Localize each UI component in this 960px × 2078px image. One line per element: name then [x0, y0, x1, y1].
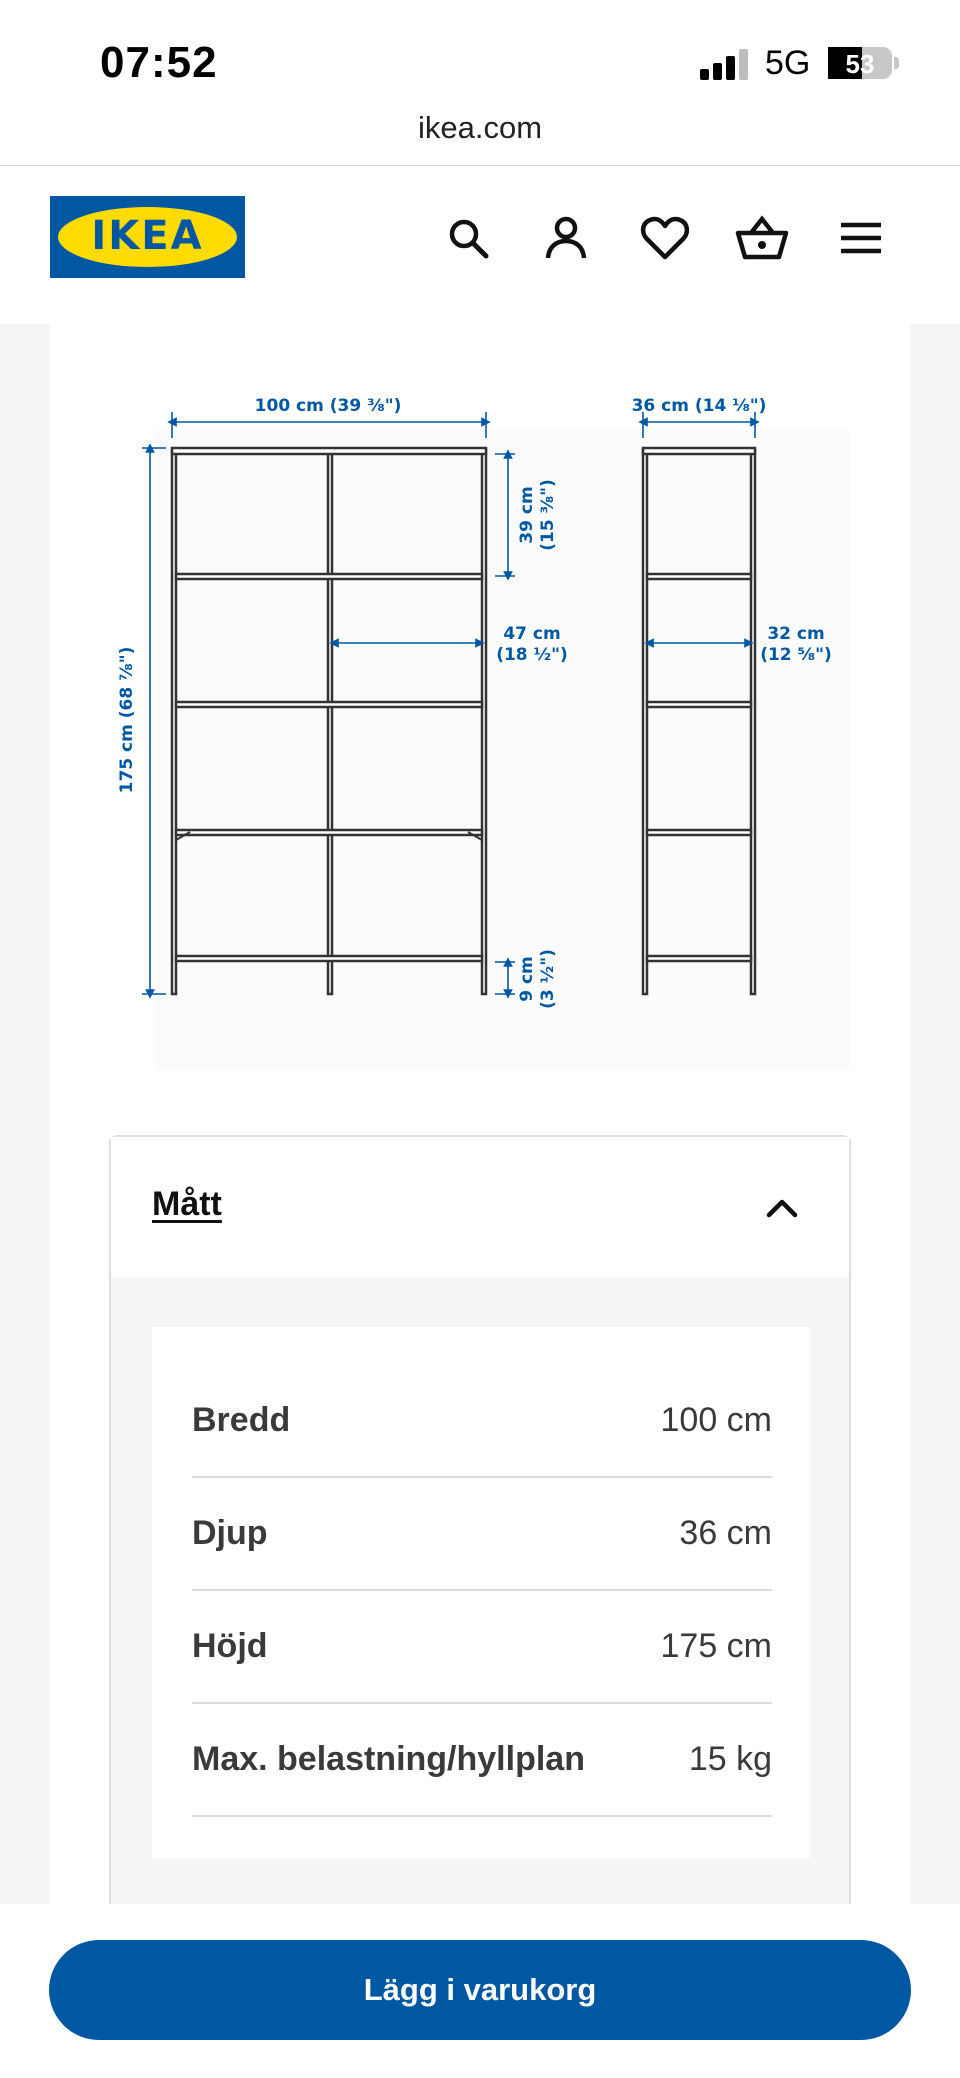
dimensions-accordion: [109, 1135, 851, 1935]
spec-label: Bredd: [192, 1401, 291, 1439]
spec-value: 36 cm: [679, 1514, 772, 1552]
spec-label: Max. belastning/hyllplan: [192, 1740, 585, 1778]
inner-depth-cm-label: 32 cm: [767, 624, 825, 644]
spec-row-max-load: [192, 1704, 772, 1817]
shelf-spacing-in-label: (15 ⅜"): [538, 479, 558, 551]
bottom-clearance-in-label: (3 ½"): [538, 949, 558, 1009]
inner-width-cm-label: 47 cm: [503, 624, 561, 644]
spec-row-height: [192, 1591, 772, 1704]
dimension-diagram: [117, 380, 850, 1070]
spec-row-depth: [192, 1478, 772, 1591]
diagram-background: [155, 430, 850, 1070]
inner-width-in-label: (18 ½"): [496, 645, 568, 665]
dimensions-table: [152, 1327, 810, 1859]
spec-value: 15 kg: [688, 1740, 772, 1778]
front-width-label: 100 cm (39 ⅜"): [254, 396, 402, 416]
status-time: 07:52: [100, 38, 218, 87]
add-to-cart-button[interactable]: Lägg i varukorg: [49, 1940, 911, 2040]
heart-icon[interactable]: [637, 210, 693, 266]
menu-icon[interactable]: [833, 210, 889, 266]
bottom-clearance-cm-label: 9 cm: [517, 956, 537, 1002]
status-bar: [0, 0, 960, 110]
accordion-header[interactable]: [111, 1137, 849, 1277]
spec-label: Höjd: [192, 1627, 268, 1665]
spec-value: 100 cm: [660, 1401, 772, 1439]
dimension-drawing: [117, 380, 850, 1070]
logo-text: IKEA: [91, 213, 204, 259]
spec-label: Djup: [192, 1514, 268, 1552]
cellular-signal-icon: [700, 48, 752, 80]
chevron-up-icon[interactable]: [765, 1193, 799, 1223]
network-type: 5G: [765, 44, 811, 82]
shelf-spacing-cm-label: 39 cm: [517, 486, 537, 544]
ikea-logo[interactable]: [50, 196, 245, 278]
basket-icon[interactable]: [734, 210, 790, 266]
site-header: [0, 166, 960, 324]
account-icon[interactable]: [538, 210, 594, 266]
browser-url[interactable]: ikea.com: [417, 110, 543, 145]
spec-value: 175 cm: [660, 1627, 772, 1665]
accordion-title[interactable]: Mått: [152, 1185, 222, 1223]
spec-row-width: [192, 1365, 772, 1478]
battery-icon: [828, 47, 892, 79]
battery-tip: [894, 57, 899, 69]
battery-level: 53: [845, 49, 875, 79]
total-height-label: 175 cm (68 ⅞"): [117, 646, 137, 794]
bottom-action-bar: [0, 1904, 960, 2078]
side-depth-label: 36 cm (14 ⅛"): [631, 396, 767, 416]
search-icon[interactable]: [440, 210, 496, 266]
inner-depth-in-label: (12 ⅝"): [760, 645, 832, 665]
